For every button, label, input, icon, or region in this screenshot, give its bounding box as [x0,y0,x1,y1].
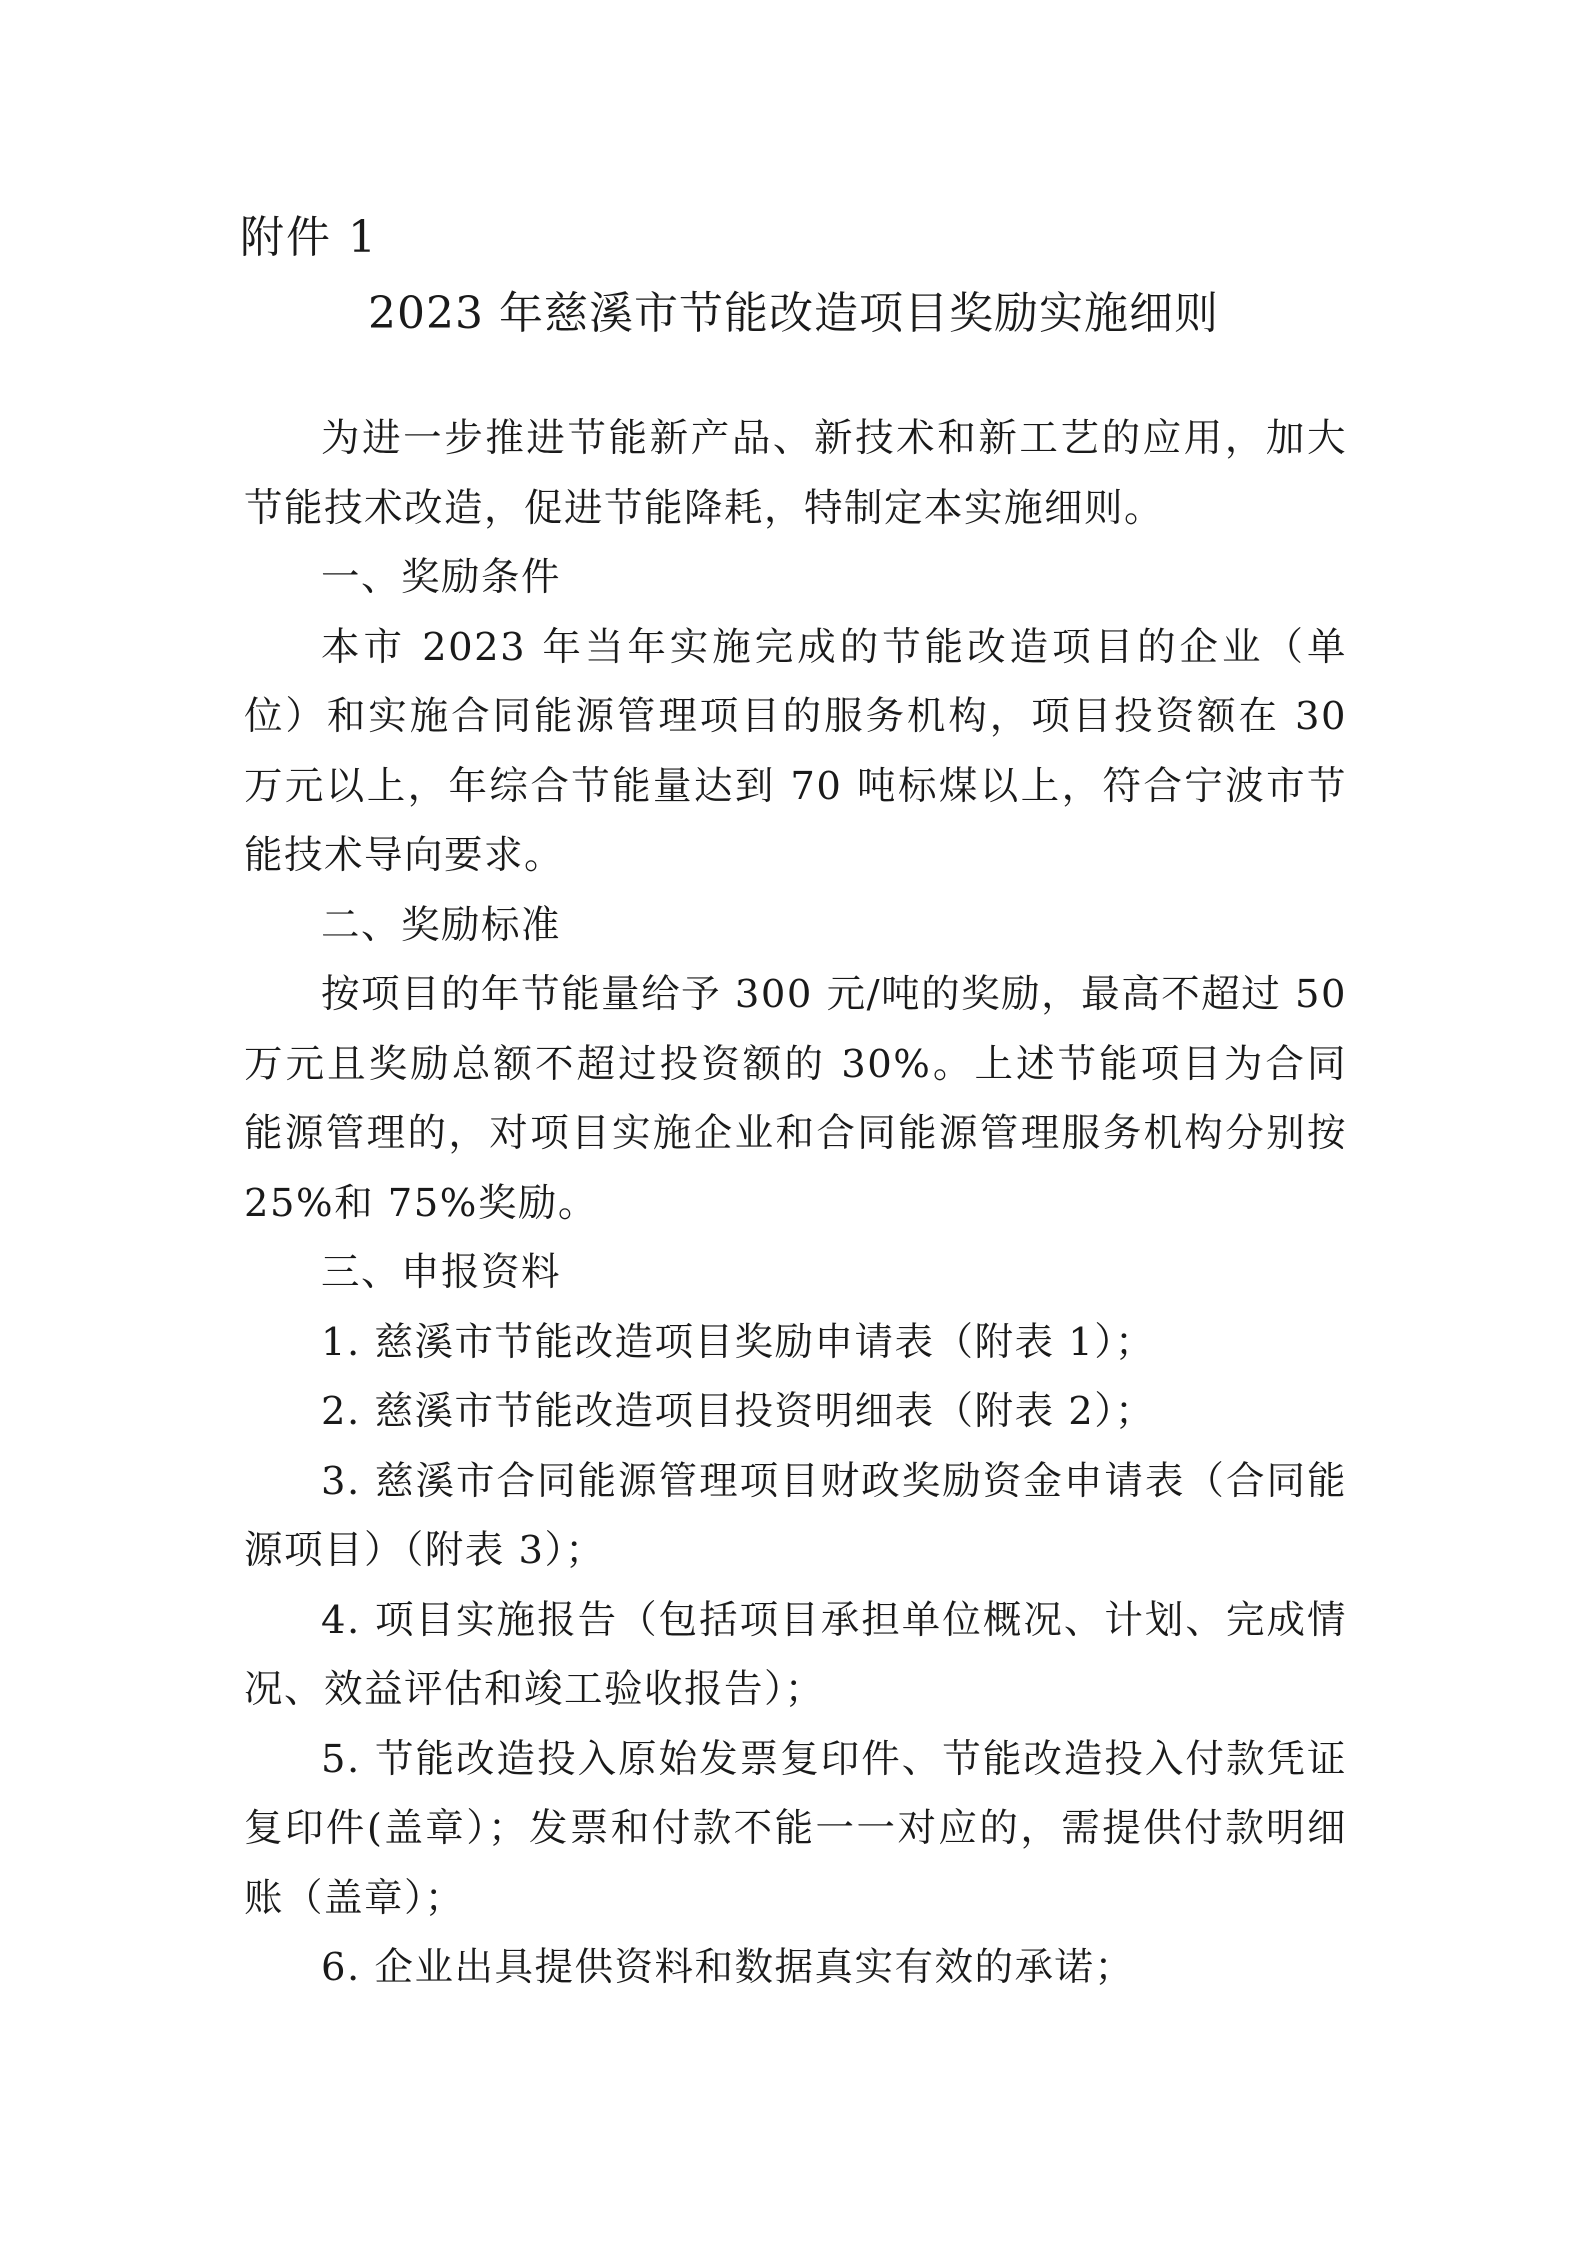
section-text-conditions: 本市 2023 年当年实施完成的节能改造项目的企业（单位）和实施合同能源管理项目的服务机构，项目投资额在 30 万元以上，年综合节能量达到 70 吨标煤以上，符合宁波市节能技术导向要求。 [244,624,1347,878]
section-heading-standards: 二、奖励标准 [321,902,562,948]
list-item: 4. 项目实施报告（包括项目承担单位概况、计划、完成情况、效益评估和竣工验收报告）； [244,1597,1347,1712]
list-item: 6. 企业出具提供资料和数据真实有效的承诺； [321,1945,1135,1990]
section-heading-materials: 三、申报资料 [321,1250,562,1295]
document-title: 2023 年慈溪市节能改造项目奖励实施细则 [368,288,1219,339]
document-body [244,404,1347,2003]
list-item: 3. 慈溪市合同能源管理项目财政奖励资金申请表（合同能源项目）（附表 3）； [244,1458,1347,1573]
list-item: 5. 节能改造投入原始发票复印件、节能改造投入付款凭证复印件(盖章）；发票和付款不能一一对应的，需提供付款明细账（盖章）； [244,1736,1347,1921]
list-item: 1. 慈溪市节能改造项目奖励申请表（附表 1）； [321,1319,1155,1365]
list-item: 2. 慈溪市节能改造项目投资明细表（附表 2）； [321,1389,1155,1434]
section-text-standards: 按项目的年节能量给予 300 元/吨的奖励，最高不超过 50 万元且奖励总额不超过投资额的 30%。上述节能项目为合同能源管理的，对项目实施企业和合同能源管理服务机构分别按 25%和 75%奖励。 [244,972,1347,1226]
intro-paragraph: 为进一步推进节能新产品、新技术和新工艺的应用，加大节能技术改造，促进节能降耗，特制定本实施细则。 [244,416,1347,531]
section-heading-conditions: 一、奖励条件 [321,555,562,600]
attachment-label: 附件 1 [240,212,378,263]
